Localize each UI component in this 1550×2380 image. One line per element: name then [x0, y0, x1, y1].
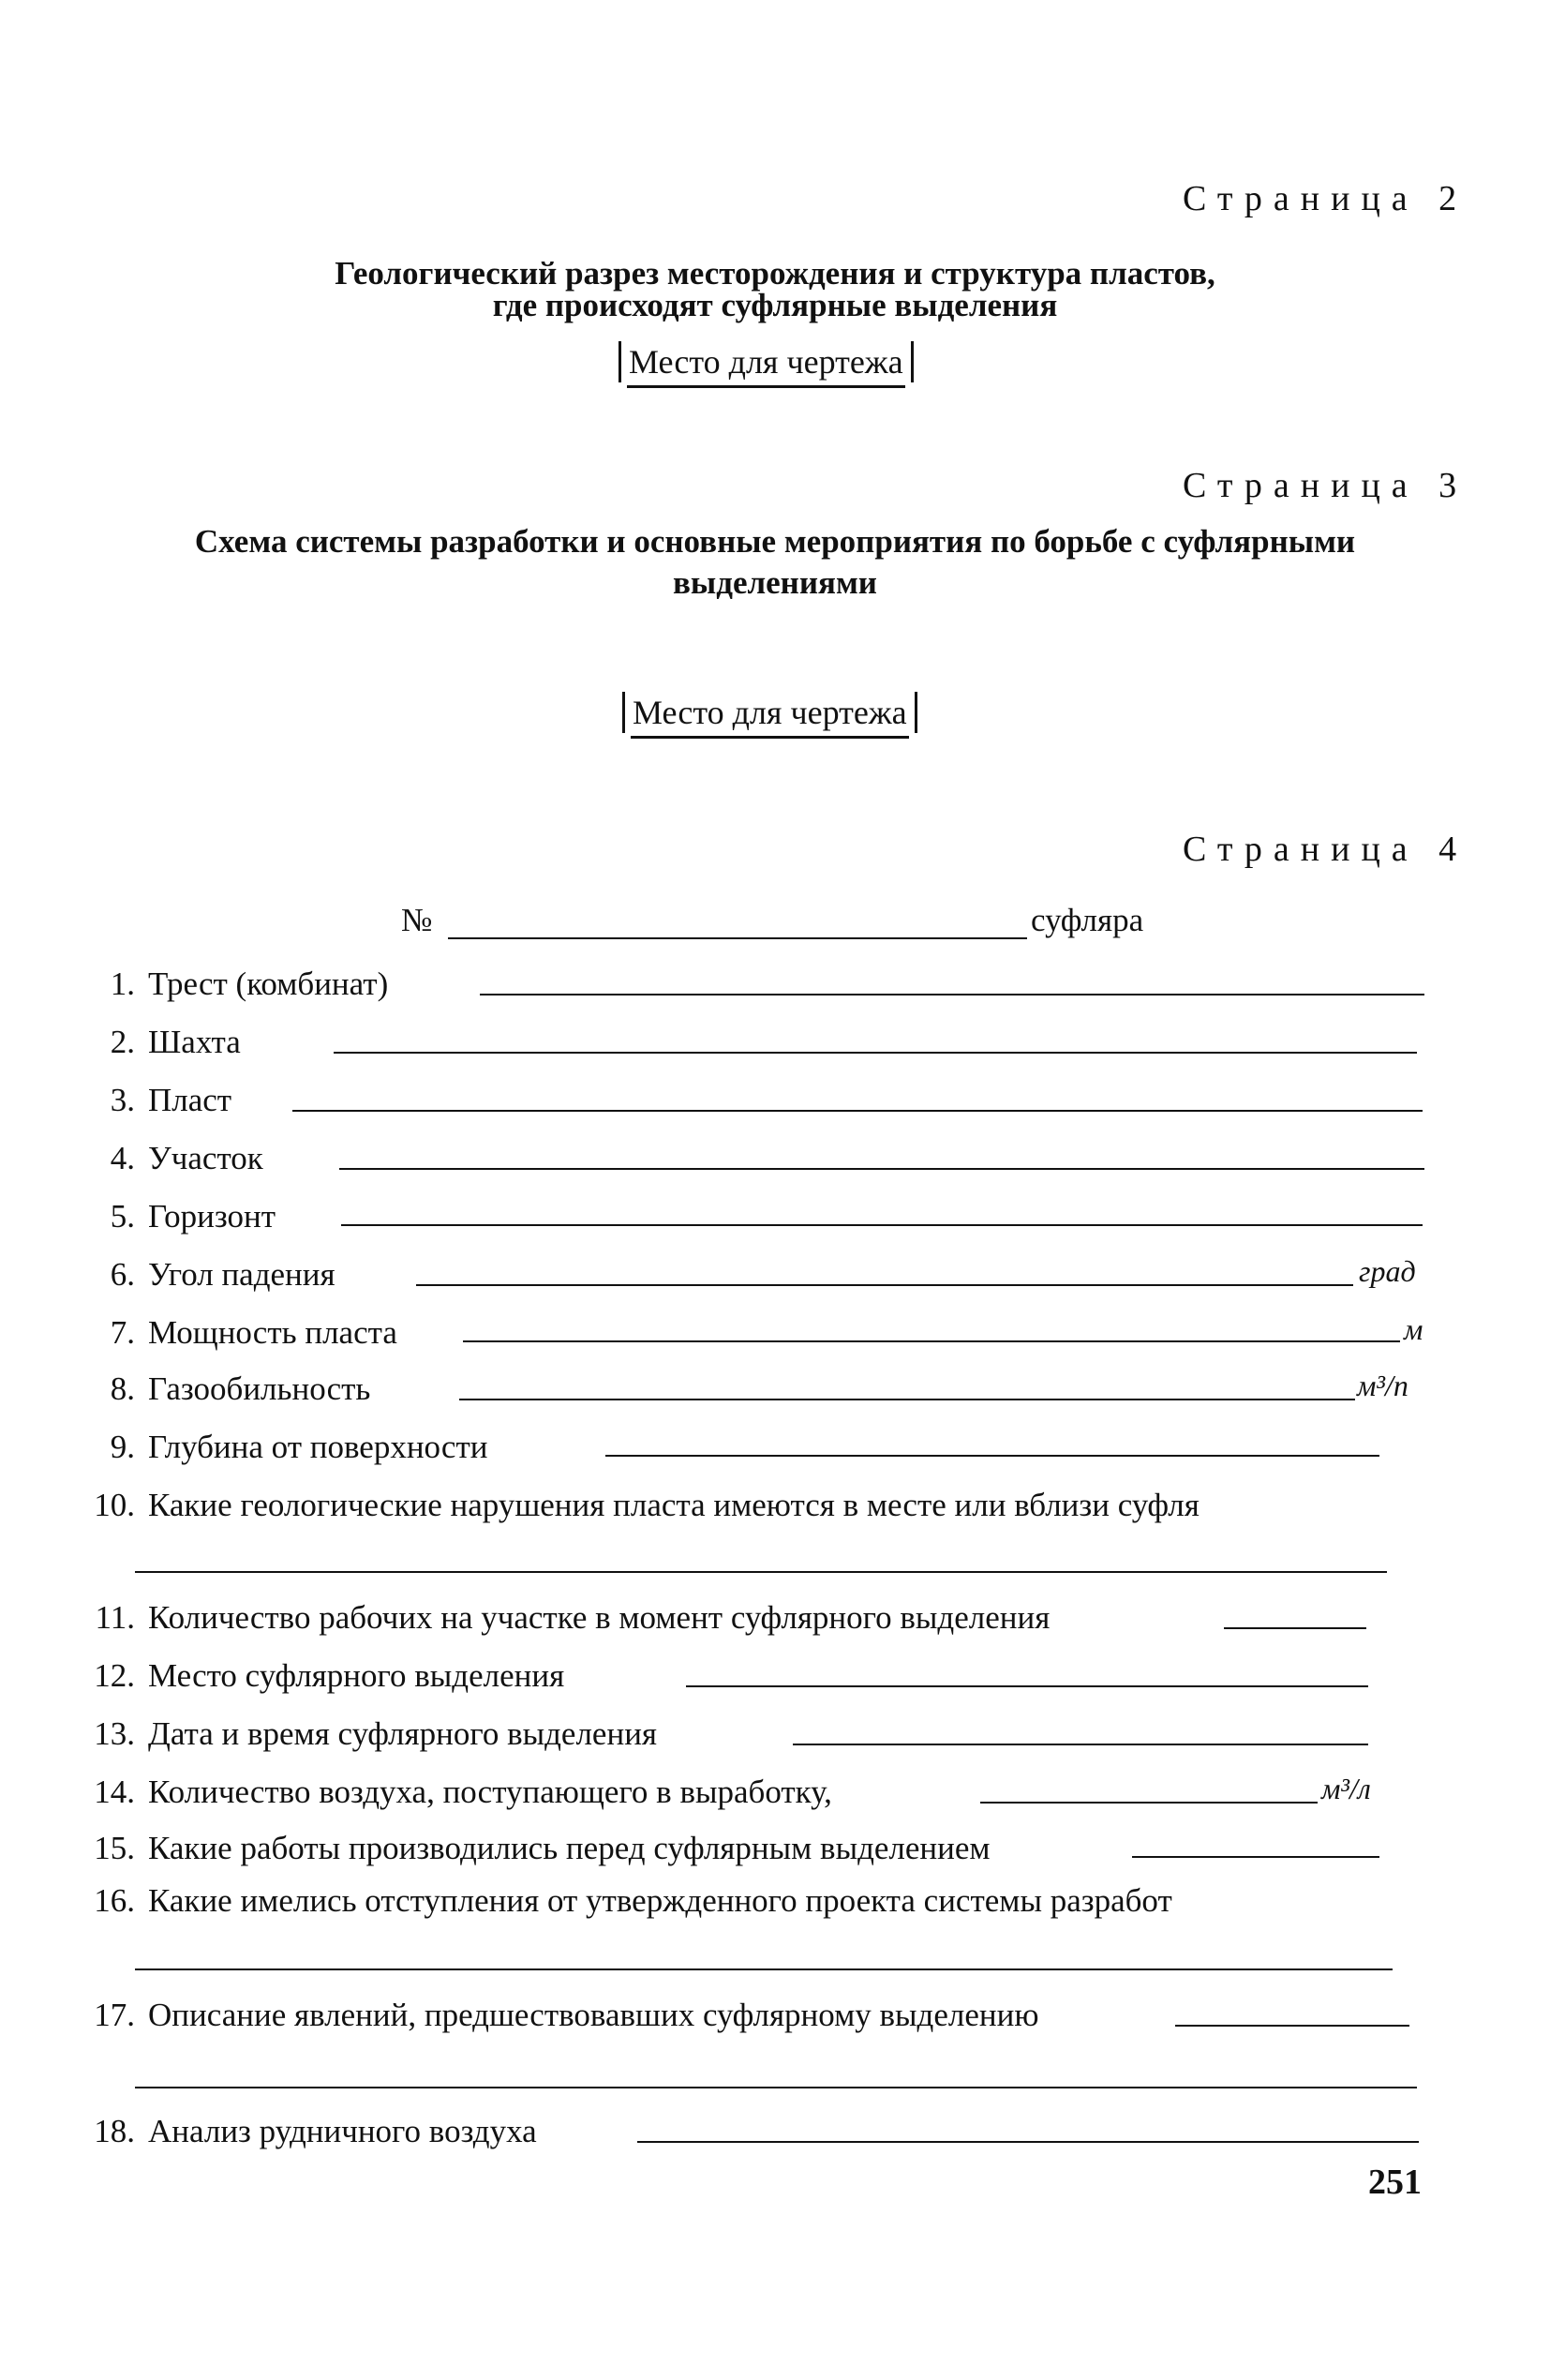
field-label: Анализ рудничного воздуха — [148, 2113, 537, 2149]
section-title-3-line1: Схема системы разработки и основные мероприятия по борьбе с суфлярными — [194, 523, 1356, 560]
fill-line-11[interactable] — [1224, 1627, 1366, 1629]
field-label: Количество рабочих на участке в момент суфлярного выделения — [148, 1599, 1051, 1636]
field-row — [75, 964, 388, 1005]
fill-line-9[interactable] — [605, 1455, 1379, 1457]
fill-line-16[interactable] — [135, 1968, 1393, 1970]
fill-line-17[interactable] — [1175, 2025, 1409, 2027]
field-label: Угол падения — [148, 1256, 335, 1293]
fill-line-17b[interactable] — [135, 2087, 1417, 2088]
field-label: Газообильность — [148, 1370, 371, 1407]
field-label: Дата и время суфлярного выделения — [148, 1715, 658, 1752]
field-number: 12. — [94, 1657, 135, 1694]
field-row — [75, 1138, 263, 1179]
fill-line-10[interactable] — [135, 1571, 1387, 1573]
section-title-3-line2: выделениями — [673, 564, 877, 601]
field-label: Мощность пласта — [148, 1314, 397, 1351]
field-row — [75, 1597, 1050, 1639]
page-label-2: Страница 2 — [1183, 179, 1468, 218]
field-number: 17. — [94, 1997, 135, 2033]
page-label-3: Страница 3 — [1183, 466, 1468, 505]
field-label: Глубина от поверхности — [148, 1429, 488, 1465]
field-row — [75, 1655, 564, 1697]
field-number: 13. — [94, 1715, 135, 1752]
fill-line-13[interactable] — [793, 1744, 1368, 1745]
field-number: 9. — [110, 1429, 135, 1465]
page-number: 251 — [1368, 2163, 1422, 2202]
field-row — [75, 1312, 397, 1354]
field-label: Шахта — [148, 1024, 241, 1060]
field-number: 2. — [110, 1024, 135, 1060]
fill-line-18[interactable] — [637, 2141, 1419, 2143]
field-number: 8. — [110, 1370, 135, 1407]
field-label: Какие имелись отступления от утвержденного проекта системы разработ — [148, 1882, 1172, 1919]
field-label: Количество воздуха, поступающего в выработку, — [148, 1774, 832, 1810]
fill-line-5[interactable] — [341, 1224, 1423, 1226]
field-row — [75, 1196, 276, 1237]
field-row — [75, 1828, 991, 1869]
field-label: Описание явлений, предшествовавших суфлярному выделению — [148, 1997, 1039, 2033]
drawing-placeholder-3: Место для чертежа — [622, 692, 917, 733]
field-number: 15. — [94, 1830, 135, 1866]
field-row — [75, 1080, 231, 1121]
field-row — [75, 1880, 1172, 1922]
field-label: Горизонт — [148, 1198, 276, 1235]
unit-label: м — [1404, 1312, 1423, 1346]
field-number: 11. — [95, 1599, 135, 1636]
field-row — [75, 1022, 241, 1063]
suflyar-number-line[interactable] — [448, 937, 1027, 939]
field-number: 5. — [110, 1198, 135, 1235]
field-number: 14. — [94, 1774, 135, 1810]
field-number: 18. — [94, 2113, 135, 2149]
fill-line-4[interactable] — [339, 1168, 1424, 1170]
unit-label: град — [1359, 1254, 1416, 1288]
field-row — [75, 2111, 537, 2152]
field-label: Какие работы производились перед суфлярным выделением — [148, 1830, 991, 1866]
fill-line-15[interactable] — [1132, 1856, 1379, 1858]
suflyar-number-prefix: № — [401, 902, 433, 938]
fill-line-14[interactable] — [980, 1802, 1318, 1804]
fill-line-12[interactable] — [686, 1685, 1368, 1687]
field-label: Какие геологические нарушения пласта имеются в месте или вблизи суфля — [148, 1487, 1200, 1523]
fill-line-3[interactable] — [292, 1110, 1423, 1112]
field-number: 16. — [94, 1882, 135, 1919]
fill-line-2[interactable] — [334, 1052, 1417, 1054]
page-label-4: Страница 4 — [1183, 830, 1468, 869]
field-row — [75, 1254, 335, 1295]
field-number: 1. — [110, 965, 135, 1002]
section-title-2-line2: где происходят суфлярные выделения — [492, 287, 1058, 323]
field-row — [75, 1714, 657, 1755]
field-row — [75, 1369, 370, 1410]
field-row — [75, 1995, 1039, 2036]
field-number: 4. — [110, 1140, 135, 1176]
field-label: Пласт — [148, 1082, 232, 1118]
fill-line-6[interactable] — [416, 1284, 1353, 1286]
fill-line-8[interactable] — [459, 1399, 1355, 1400]
suflyar-number-suffix: суфляра — [1031, 902, 1144, 938]
field-label: Участок — [148, 1140, 263, 1176]
fill-line-1[interactable] — [480, 994, 1424, 995]
field-label: Место суфлярного выделения — [148, 1657, 565, 1694]
unit-label: м³/п — [1357, 1369, 1408, 1402]
field-number: 6. — [110, 1256, 135, 1293]
field-row — [75, 1485, 1200, 1526]
fill-line-7[interactable] — [463, 1340, 1400, 1342]
drawing-placeholder-2: Место для чертежа — [619, 341, 914, 382]
field-number: 10. — [94, 1487, 135, 1523]
field-row — [75, 1772, 832, 1813]
field-number: 3. — [110, 1082, 135, 1118]
field-number: 7. — [110, 1314, 135, 1351]
field-label: Трест (комбинат) — [148, 965, 389, 1002]
unit-label: м³/л — [1321, 1772, 1371, 1805]
field-row — [75, 1427, 488, 1468]
section-title-2-line1: Геологический разрез месторождения и структура пластов, — [335, 255, 1215, 292]
